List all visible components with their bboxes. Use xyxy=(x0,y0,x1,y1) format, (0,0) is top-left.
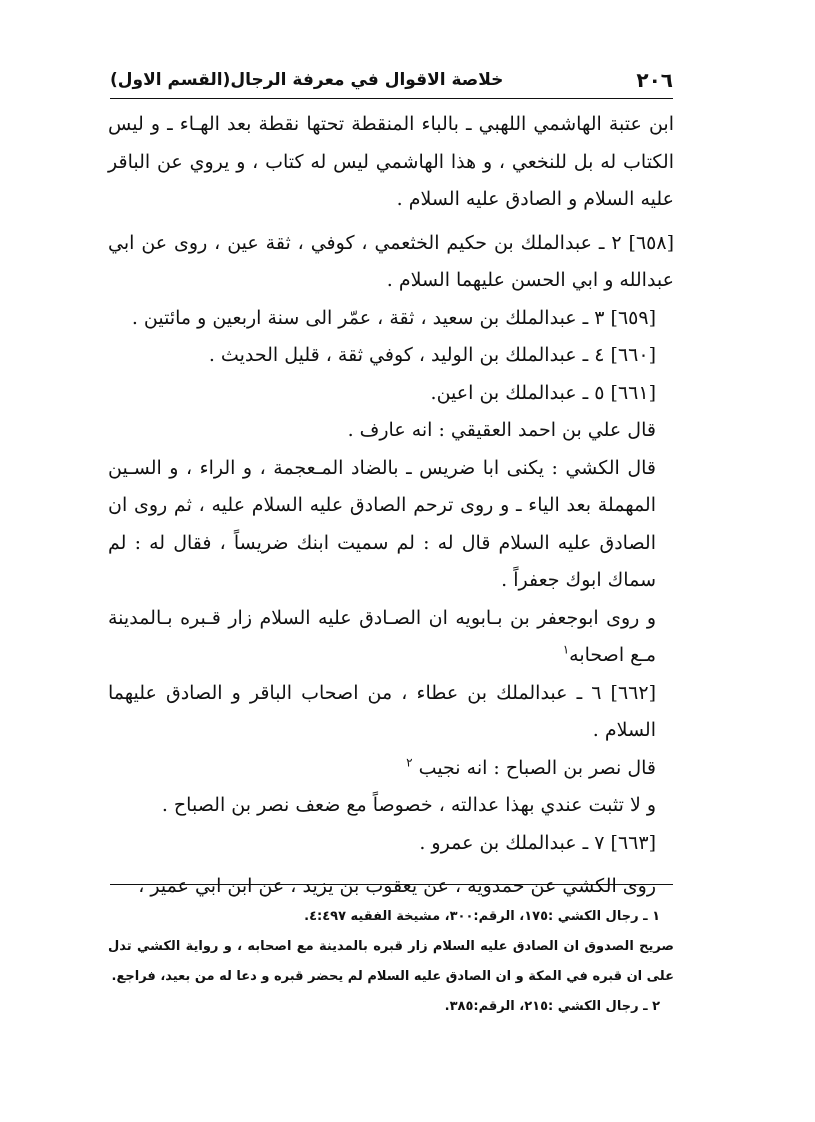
paragraph: قال الكشي : يكنى ابا ضريس ـ بالضاد المـعجمة ، و الراء ، و السـين المهملة بعد الياء ـ و روى ترحم الصادق عليه السلام عليه ، ثم روى ان الصادق عليه السلام قال له : لم سميت ابنك ضريساً ، فقال له : لم سماك ابوك جعفراً . xyxy=(108,456,656,591)
paragraph: قال علي بن احمد العقيقي : انه عارف . xyxy=(347,419,656,441)
entry-660: [٦٦٠] ٤ ـ عبدالملك بن الوليد ، كوفي ثقة ، قليل الحديث . xyxy=(208,344,656,366)
entry-661: [٦٦١] ٥ ـ عبدالملك بن اعين. xyxy=(430,381,656,404)
paragraph: روى الكشي عن حمدويه ، عن يعقوب بن يزيد ، عن ابن ابي عمير ، xyxy=(138,875,656,897)
footnote-1-continued: صريح الصدوق ان الصادق عليه السلام زار قبره بالمدينة مع اصحابه ، و رواية الكشي تدل على ان قبره في المكة و ان الصادق عليه السلام لم يحضر قبره و دعا له من بعيد، فراجع. xyxy=(108,939,674,984)
footnote-2: ٢ ـ رجال الكشي :٢١٥، الرقم:٣٨٥. xyxy=(444,999,660,1014)
page-number: ٢٠٦ xyxy=(636,68,673,92)
footnote-1: ١ ـ رجال الكشي :١٧٥، الرقم:٣٠٠، مشيخة الفقيه ٤:٤٩٧. xyxy=(304,909,660,924)
entry-662: [٦٦٢] ٦ ـ عبدالملك بن عطاء ، من اصحاب الباقر و الصادق عليهما السلام . xyxy=(108,681,657,741)
entry-659: [٦٥٩] ٣ ـ عبدالملك بن سعيد ، ثقة ، عمّر الى سنة اربعين و مائتين . xyxy=(131,306,656,329)
running-title: خلاصة الاقوال في معرفة الرجال(القسم الاول) xyxy=(110,70,504,90)
paragraph-text: و روى ابوجعفر بن بـابويه ان الصـادق عليه السلام زار قـبره بـالمدينة مـع اصحابه xyxy=(108,606,656,666)
page-header xyxy=(110,62,673,99)
paragraph: ابن عتبة الهاشمي اللهبي ـ بالباء المنقطة تحتها نقطة بعد الهـاء ـ و ليس الكتاب له بل للنخعي ، و هذا الهاشمي ليس له كتاب ، و يروي عن الباقر عليه السلام و الصادق عليه السلام . xyxy=(108,113,674,210)
footnote-divider xyxy=(110,884,673,885)
footnote-ref: ١ xyxy=(562,642,570,657)
entry-663: [٦٦٣] ٧ ـ عبدالملك بن عمرو . xyxy=(419,831,656,854)
main-text xyxy=(108,106,674,906)
paragraph xyxy=(108,600,674,675)
paragraph-text: قال نصر بن الصباح : انه نجيب xyxy=(418,756,656,779)
entry-658: [٦٥٨] ٢ ـ عبدالملك بن حكيم الخثعمي ، كوفي ، ثقة عين ، روى عن ابي عبدالله و ابي الحسن عليهما السلام . xyxy=(108,231,674,291)
footnotes xyxy=(108,902,674,1022)
paragraph xyxy=(108,750,674,788)
paragraph: و لا تثبت عندي بهذا عدالته ، خصوصاً مع ضعف نصر بن الصباح . xyxy=(161,794,656,816)
footnote-ref: ٢ xyxy=(406,755,413,770)
